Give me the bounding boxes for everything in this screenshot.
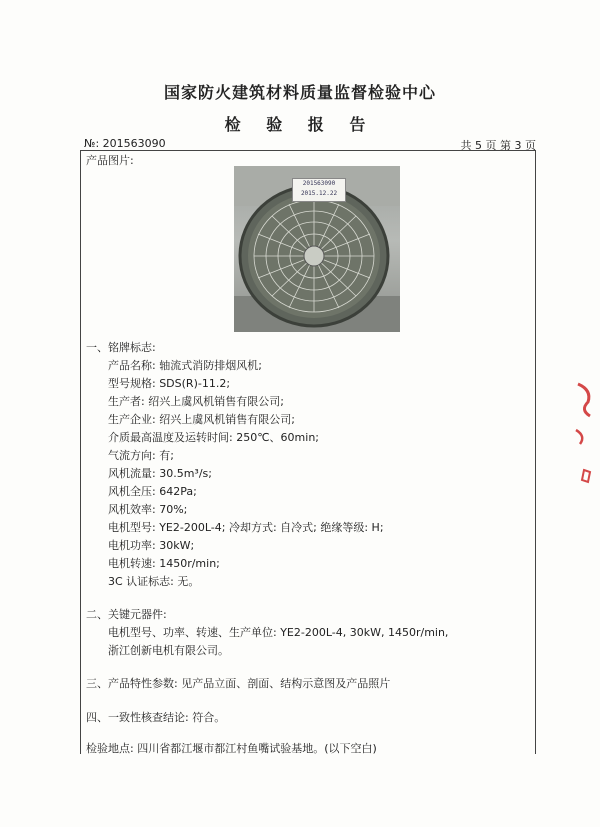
nameplate-line: 生产企业: 绍兴上虞风机销售有限公司; bbox=[108, 413, 295, 426]
nameplate-line: 电机转速: 1450r/min; bbox=[108, 557, 220, 570]
report-title: 检 验 报 告 bbox=[224, 115, 376, 134]
photo-section-label: 产品图片: bbox=[86, 154, 134, 167]
nameplate-line: 介质最高温度及运转时间: 250℃、60min; bbox=[108, 431, 319, 444]
nameplate-line: 风机全压: 642Pa; bbox=[108, 485, 197, 498]
nameplate-line: 生产者: 绍兴上虞风机销售有限公司; bbox=[108, 395, 284, 408]
photo-sample-tag: 201563090 2015.12.22 bbox=[292, 178, 346, 202]
nameplate-heading: 一、铭牌标志: bbox=[86, 341, 156, 354]
characteristics-line: 三、产品特性参数: 见产品立面、剖面、结构示意图及产品照片 bbox=[86, 677, 391, 690]
location-line: 检验地点: 四川省都江堰市都江村鱼嘴试验基地。(以下空白) bbox=[86, 742, 377, 755]
page-info: 共 5 页 第 3 页 bbox=[460, 139, 536, 152]
nameplate-line: 电机功率: 30kW; bbox=[108, 539, 195, 552]
conclusion-line: 四、一致性核查结论: 符合。 bbox=[86, 711, 226, 724]
nameplate-line: 风机流量: 30.5m³/s; bbox=[108, 467, 212, 480]
nameplate-line: 气流方向: 有; bbox=[108, 449, 174, 462]
nameplate-line: 风机效率: 70%; bbox=[108, 503, 188, 516]
key-components-line: 电机型号、功率、转速、生产单位: YE2-200L-4, 30kW, 1450r/min, bbox=[108, 626, 449, 639]
nameplate-line: 电机型号: YE2-200L-4; 冷却方式: 自冷式; 绝缘等级: H; bbox=[108, 521, 384, 534]
product-photo bbox=[234, 166, 400, 332]
key-components-line: 浙江创新电机有限公司。 bbox=[108, 644, 229, 657]
nameplate-line: 3C 认证标志: 无。 bbox=[108, 575, 200, 588]
nameplate-line: 型号规格: SDS(R)-11.2; bbox=[108, 377, 231, 390]
institution-title: 国家防火建筑材料质量监督检验中心 bbox=[163, 83, 436, 102]
key-components-heading: 二、关键元器件: bbox=[86, 608, 167, 621]
report-number: №: 201563090 bbox=[84, 137, 166, 150]
nameplate-line: 产品名称: 轴流式消防排烟风机; bbox=[108, 359, 262, 372]
seal-stamp-icon bbox=[570, 380, 598, 500]
